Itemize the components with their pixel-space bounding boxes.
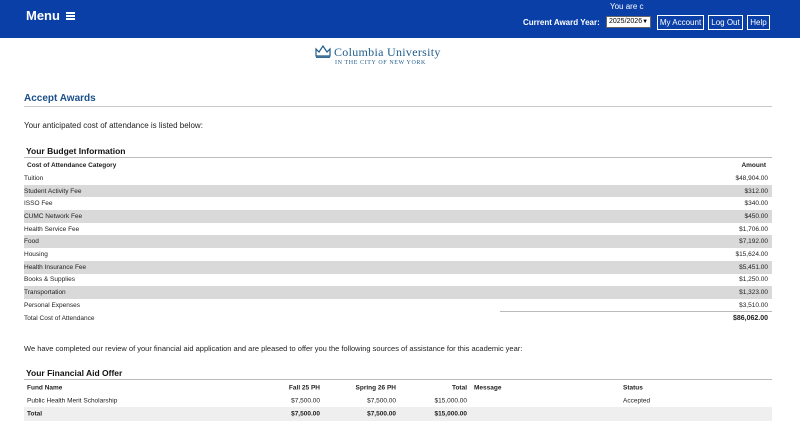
status-column-header: Status (623, 384, 643, 391)
budget-category: ISSO Fee (24, 200, 53, 208)
offer-row (24, 394, 772, 407)
budget-category: Food (24, 238, 39, 246)
budget-amount: $3,510.00 (739, 301, 768, 309)
budget-row (24, 286, 772, 299)
fund-name: Public Health Merit Scholarship (27, 397, 118, 404)
budget-category: Tuition (24, 174, 44, 182)
category-column-header: Cost of Attendance Category (27, 161, 117, 169)
intro-text: Your anticipated cost of attendance is listed below: (24, 121, 203, 130)
budget-amount: $340.00 (744, 200, 768, 208)
review-statement: We have completed our review of your financial aid application and are pleased to offer you the following sources of assistance for this academic year: (24, 344, 523, 353)
budget-total-row (24, 312, 772, 326)
budget-table (24, 158, 772, 326)
chevron-down-icon: ▼ (642, 19, 649, 25)
fall-amount: $7,500.00 (291, 397, 320, 404)
spring-column-header: Spring 26 PH (355, 384, 396, 391)
title-divider (24, 106, 772, 107)
offer-section-title: Your Financial Aid Offer (26, 368, 123, 378)
top-header-bar (0, 0, 800, 38)
budget-amount: $1,323.00 (739, 289, 768, 297)
logo-subtitle: IN THE CITY OF NEW YORK (335, 60, 426, 66)
budget-amount: $48,904.00 (735, 174, 768, 182)
budget-category: Books & Supplies (24, 276, 75, 284)
budget-amount: $15,624.00 (735, 250, 768, 258)
budget-row (24, 185, 772, 198)
budget-row (24, 261, 772, 274)
budget-category: Housing (24, 250, 48, 258)
fund-column-header: Fund Name (27, 384, 63, 391)
spring-amount: $7,500.00 (367, 397, 396, 404)
budget-amount: $312.00 (744, 187, 768, 195)
menu-button[interactable] (26, 8, 75, 23)
page-title: Accept Awards (24, 93, 96, 104)
budget-section-title: Your Budget Information (26, 146, 126, 156)
crown-icon (315, 45, 331, 58)
offer-total-spring: $7,500.00 (367, 410, 396, 418)
award-year-select[interactable] (606, 16, 651, 28)
total-column-header: Total (451, 384, 467, 391)
budget-total-label: Total Cost of Attendance (24, 315, 95, 323)
budget-category: Health Insurance Fee (24, 263, 87, 271)
total-divider (500, 311, 772, 312)
budget-category: CUMC Network Fee (24, 212, 83, 220)
budget-table-header (24, 158, 772, 172)
budget-row (24, 248, 772, 261)
budget-row (24, 274, 772, 287)
budget-amount: $450.00 (744, 212, 768, 220)
award-year-label: Current Award Year: (523, 18, 600, 27)
budget-row (24, 235, 772, 248)
budget-category: Transportation (24, 289, 66, 297)
row-total-amount: $15,000.00 (434, 397, 467, 404)
message-column-header: Message (474, 384, 502, 391)
budget-rows (24, 172, 772, 312)
offer-table-header (24, 381, 772, 394)
budget-row (24, 197, 772, 210)
financial-aid-offer-table (24, 381, 772, 421)
offer-total-label: Total (27, 410, 43, 418)
budget-amount: $7,192.00 (739, 238, 768, 246)
logo-name: Columbia University (334, 45, 441, 59)
fall-column-header: Fall 25 PH (288, 384, 320, 391)
budget-row (24, 210, 772, 223)
hamburger-icon[interactable] (66, 12, 75, 20)
offer-divider (24, 379, 772, 380)
offer-total-amount: $15,000.00 (434, 410, 467, 418)
budget-amount: $5,451.00 (739, 263, 768, 271)
my-account-button[interactable]: My Account (657, 15, 704, 30)
amount-column-header: Amount (741, 161, 766, 169)
budget-category: Student Activity Fee (24, 187, 82, 195)
help-button[interactable]: Help (747, 15, 770, 30)
budget-row (24, 172, 772, 185)
award-status: Accepted (623, 397, 651, 404)
log-out-button[interactable]: Log Out (708, 15, 743, 30)
offer-total-fall: $7,500.00 (291, 410, 320, 418)
award-year-value: 2025/2026 (609, 18, 643, 25)
columbia-logo (315, 45, 475, 69)
budget-row (24, 299, 772, 312)
budget-amount: $1,250.00 (739, 276, 768, 284)
budget-category: Personal Expenses (24, 301, 81, 309)
welcome-text: You are c (610, 2, 644, 11)
budget-row (24, 223, 772, 236)
offer-total-row (24, 407, 772, 421)
budget-total-amount: $86,062.00 (732, 315, 768, 323)
budget-category: Health Service Fee (24, 225, 80, 233)
budget-amount: $1,706.00 (739, 225, 768, 233)
menu-label[interactable]: Menu (26, 8, 60, 23)
